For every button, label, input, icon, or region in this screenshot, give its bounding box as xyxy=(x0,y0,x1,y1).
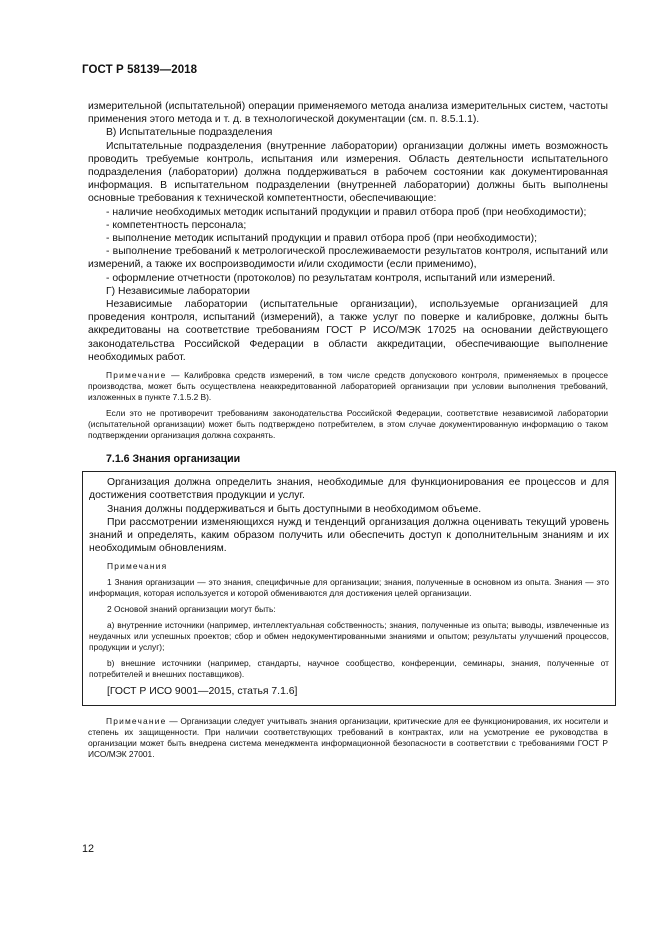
note-text: — Организации следует учитывать знания организации, критические для ее функционирования, их носители и степень их защищенности. При наличии соответствующих требований в контрактах, или на усмотрение ее руководства в организации может быть внедрена система менеджмента информационной безопасности в соответствии с требованиями ГОСТ Р ИСО/МЭК 27001. xyxy=(88,715,608,759)
box-citation: [ГОСТ Р ИСО 9001—2015, статья 7.1.6] xyxy=(107,686,298,698)
document-code: ГОСТ Р 58139—2018 xyxy=(82,64,198,76)
quoted-standard-box xyxy=(82,471,616,705)
box-paragraph: Знания должны поддерживаться и быть доступными в необходимом объеме. xyxy=(107,503,482,515)
note-continuation: Если это не противоречит требованиям законодательства Российской Федерации, соответствие независимой лаборатории (испытательной организации) может быть подтверждено потребителем, в этом случае документированную информацию о таком подтверждении организация должна сохранять. xyxy=(88,408,608,441)
box-paragraph: При рассмотрении изменяющихся нужд и тенденций организация должна оценивать текущий уровень знаний и определять, каким образом получить или обеспечить доступ к дополнительным знаниям и их необходимым обновлениям. xyxy=(89,516,609,555)
box-paragraph: Организация должна определить знания, необходимые для функционирования ее процессов и для достижения соответствия продукции и услуг. xyxy=(89,477,609,502)
note-knowledge xyxy=(88,716,608,760)
list-item: - компетентность персонала; xyxy=(106,219,247,231)
list-item: - оформление отчетности (протоколов) по результатам контроля, испытаний или измерений. xyxy=(106,272,556,284)
box-note: 1 Знания организации — это знания, специфичные для организации; знания, полученные в основном из опыта. Знания — это информация, которая используется и которой обмениваются для достижения целей организации. xyxy=(89,577,609,599)
page-number: 12 xyxy=(82,843,95,855)
note-text: — Калибровка средств измерений, в том числе средств допускового контроля, применяемых в процессе производства, может быть осуществлена неаккредитованной лабораторией организации при условии выполнения требований, изложенных в пункте 7.1.5.2 В). xyxy=(88,370,608,403)
list-item: - выполнение требований к метрологической прослеживаемости результатов контроля, испытаний или измерений, а также их воспроизводимости и/или сходимости (если применимо), xyxy=(88,246,608,271)
note-label: Примечание xyxy=(106,370,167,381)
note-label: Примечание xyxy=(106,715,167,726)
subheading-independent-labs: Г) Независимые лаборатории xyxy=(106,285,250,297)
paragraph: Независимые лаборатории (испытательные организации), используемые организацией для проведения контроля, испытаний (измерений), а также услуг по поверке и калибровке, должны быть аккредитованы на соответствие требованиям ГОСТ Р ИСО/МЭК 17025 на основании действующего законодательства Российской Федерации в области аккредитации, обеспечивающие выполнение необходимых работ. xyxy=(88,299,608,363)
section-heading: 7.1.6 Знания организации xyxy=(106,453,241,466)
box-note: 2 Основой знаний организации могут быть: xyxy=(107,604,276,615)
list-item: - наличие необходимых методик испытаний продукции и правил отбора проб (при необходимости); xyxy=(106,206,587,218)
paragraph: измерительной (испытательной) операции применяемого метода анализа измерительных систем, частоты применения этого метода и т. д. в технологической документации (см. п. 8.5.1.1). xyxy=(88,101,608,126)
note-calibration xyxy=(88,370,608,403)
subheading-testing-units: В) Испытательные подразделения xyxy=(106,127,273,139)
list-item: - выполнение методик испытаний продукции и правил отбора проб (при необходимости); xyxy=(106,233,537,245)
box-note: а) внутренние источники (например, интеллектуальная собственность; знания, полученные из опыта; выводы, извлеченные из неудачных или успешных проектов; сбор и обмен недокументированными знаниями и опытом; результаты улучшений процессов, продукции и услуг); xyxy=(89,620,609,653)
box-notes-label: Примечания xyxy=(107,561,168,572)
document-body xyxy=(88,100,608,760)
box-note: b) внешние источники (например, стандарты, научное сообщество, конференции, семинары, знания, полученные от потребителей и внешних поставщиков). xyxy=(89,658,609,680)
paragraph: Испытательные подразделения (внутренние лаборатории) организации должны иметь возможность проводить требуемые контроль, испытания или измерения. Область деятельности испытательного подразделения (лаборатории) должна поддерживаться в рабочем состоянии как документированная информация. В испытательном подразделении (внутренней лаборатории) должны быть выполнены основные требования к технической компетентности, обеспечивающие: xyxy=(88,140,608,205)
